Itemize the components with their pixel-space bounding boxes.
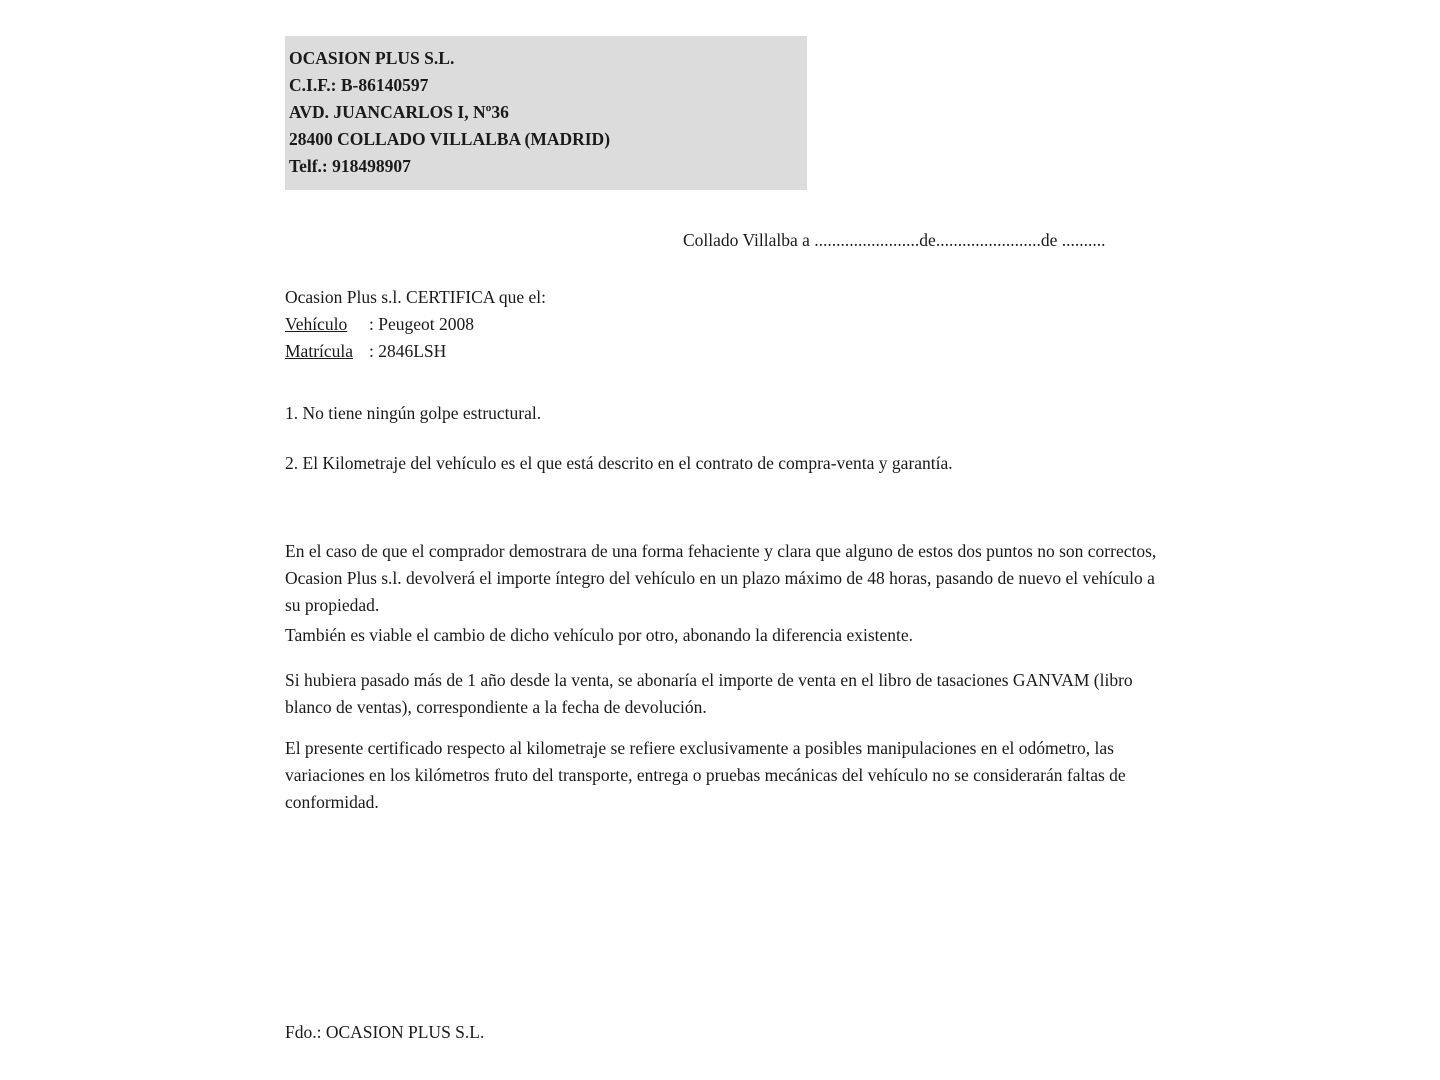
- company-cif: C.I.F.: B-86140597: [289, 75, 429, 95]
- plate-value: : 2846LSH: [369, 341, 447, 361]
- paragraph-exchange-option: También es viable el cambio de dicho vehículo por otro, abonando la diferencia existente.: [285, 625, 914, 645]
- plate-row: [285, 338, 546, 365]
- vehicle-value: : Peugeot 2008: [369, 314, 474, 334]
- vehicle-row: [285, 311, 546, 338]
- certified-point-2: 2. El Kilometraje del vehículo es el que está descrito en el contrato de compra-venta y garantía.: [285, 453, 953, 473]
- company-address: AVD. JUANCARLOS I, Nº36: [289, 102, 509, 122]
- company-phone: Telf.: 918498907: [289, 156, 411, 176]
- date-fill-in-line: Collado Villalba a ........................de........................de ..........: [683, 230, 1106, 250]
- certify-intro: Ocasion Plus s.l. CERTIFICA que el:: [285, 287, 546, 307]
- paragraph-refund-policy: En el caso de que el comprador demostrara de una forma fehaciente y clara que alguno de estos dos puntos no son correctos, Ocasion Plus s.l. devolverá el importe íntegro del vehículo en un plazo máximo de 48 horas, pasando de nuevo el vehículo a su propiedad.: [285, 541, 1157, 615]
- certified-point-1: 1. No tiene ningún golpe estructural.: [285, 403, 542, 423]
- plate-label: Matrícula: [285, 341, 354, 361]
- vehicle-label: Vehículo: [285, 314, 348, 334]
- paragraph-ganvam-valuation: Si hubiera pasado más de 1 año desde la venta, se abonaría el importe de venta en el libro de tasaciones GANVAM (libro blanco de ventas), correspondiente a la fecha de devolución.: [285, 670, 1133, 717]
- paragraph-odometer-disclaimer: El presente certificado respecto al kilometraje se refiere exclusivamente a posibles manipulaciones en el odómetro, las variaciones en los kilómetros fruto del transporte, entrega o pruebas mecánicas del vehículo no se considerarán faltas de conformidad.: [285, 738, 1126, 812]
- signature-line: Fdo.: OCASION PLUS S.L.: [285, 1022, 485, 1042]
- company-city: 28400 COLLADO VILLALBA (MADRID): [289, 129, 611, 149]
- company-name: OCASION PLUS S.L.: [289, 48, 455, 68]
- company-header-block: [285, 36, 807, 190]
- certification-intro-block: [285, 284, 546, 365]
